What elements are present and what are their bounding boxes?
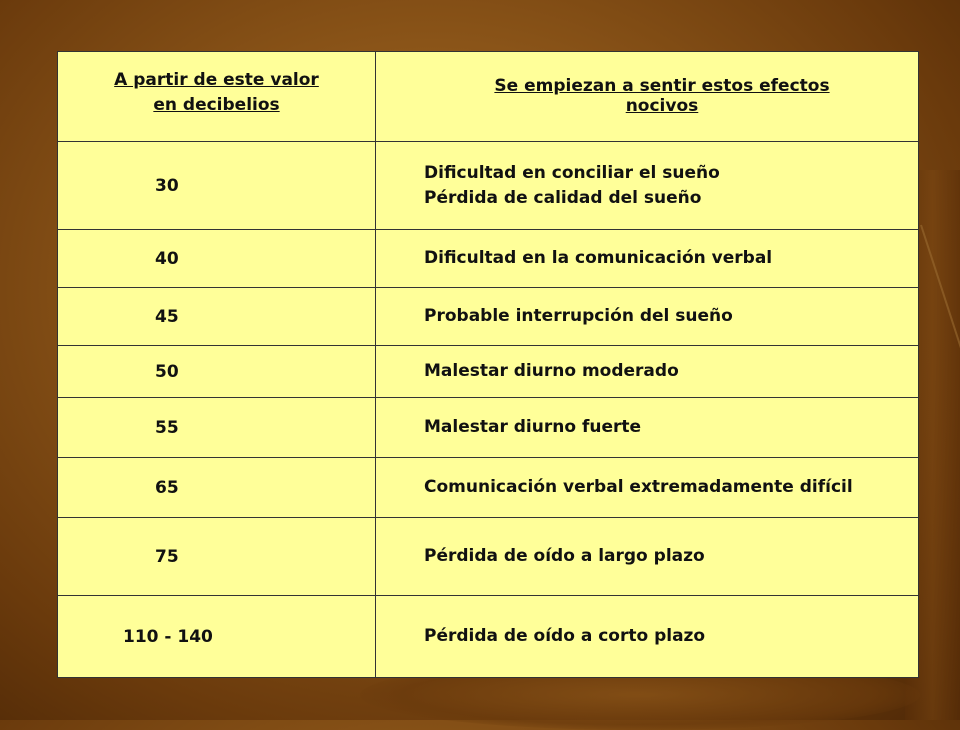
effect-text: Pérdida de calidad del sueño <box>424 187 702 208</box>
table-row <box>58 596 919 678</box>
decibel-value: 30 <box>58 142 376 230</box>
table-row <box>58 518 919 596</box>
header-effect-column <box>376 52 919 142</box>
effect-cell <box>376 346 919 398</box>
effect-cell <box>376 142 919 230</box>
table-row <box>58 230 919 288</box>
header-effect-line-2: nocivos <box>625 95 699 116</box>
header-value-line-1: A partir de este valor <box>114 69 319 90</box>
effect-text: Malestar diurno fuerte <box>424 417 642 438</box>
decibel-value: 65 <box>58 458 376 518</box>
effect-text: Comunicación verbal extremadamente difícil <box>424 477 853 498</box>
background-line-decoration <box>920 225 960 416</box>
header-value-line-2: en decibelios <box>153 94 280 115</box>
decibel-value: 45 <box>58 288 376 346</box>
decibel-value: 50 <box>58 346 376 398</box>
table-row <box>58 346 919 398</box>
decibel-value: 55 <box>58 398 376 458</box>
table-row <box>58 458 919 518</box>
decibel-value: 110 - 140 <box>58 596 376 678</box>
decibel-value: 75 <box>58 518 376 596</box>
effect-cell <box>376 458 919 518</box>
effect-text: Dificultad en conciliar el sueño <box>424 162 720 183</box>
effect-cell <box>376 518 919 596</box>
effect-text: Dificultad en la comunicación verbal <box>424 248 773 269</box>
decibel-value: 40 <box>58 230 376 288</box>
effect-cell <box>376 230 919 288</box>
noise-effects-table <box>57 51 919 678</box>
table-row <box>58 288 919 346</box>
table-row <box>58 142 919 230</box>
header-value-column <box>58 52 376 142</box>
table-header-row <box>58 52 919 142</box>
effect-cell <box>376 596 919 678</box>
effect-cell <box>376 288 919 346</box>
header-effect-line-1: Se empiezan a sentir estos efectos <box>494 75 830 96</box>
effect-text: Malestar diurno moderado <box>424 361 679 382</box>
effect-cell <box>376 398 919 458</box>
table-row <box>58 398 919 458</box>
effect-text: Pérdida de oído a largo plazo <box>424 546 705 567</box>
effect-text: Probable interrupción del sueño <box>424 306 733 327</box>
effect-text: Pérdida de oído a corto plazo <box>424 626 706 647</box>
